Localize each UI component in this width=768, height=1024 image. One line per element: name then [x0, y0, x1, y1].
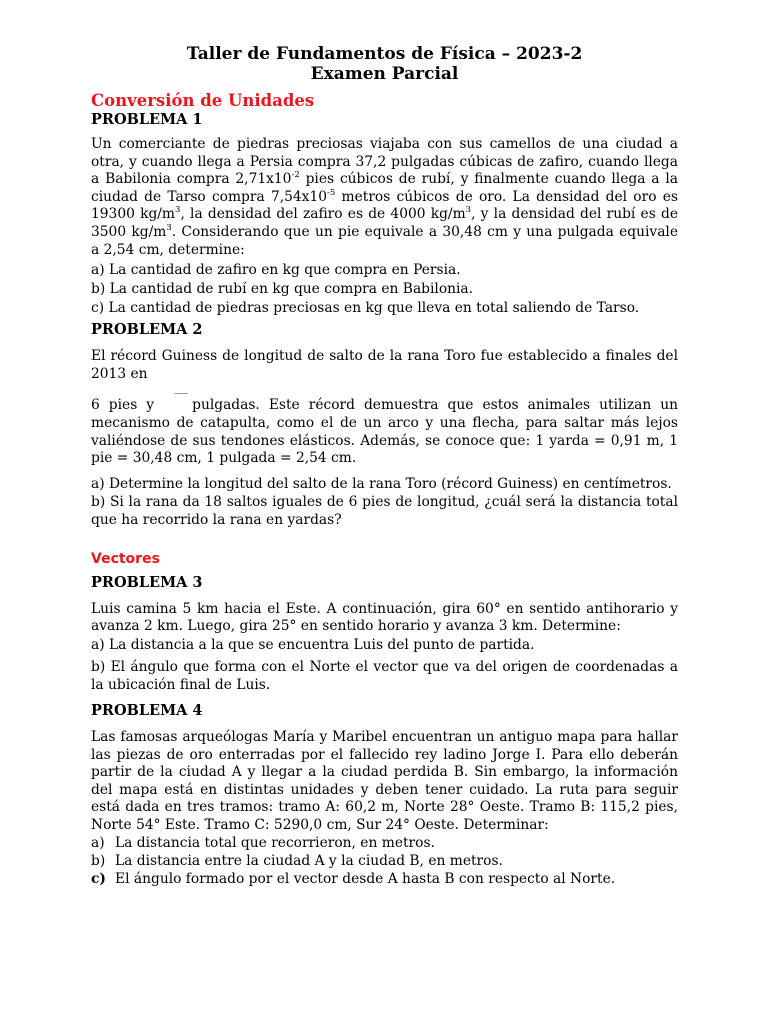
problem-2-text: 6 pies y pulgadas. Este récord demuestra que estos animales utilizan un mecanismo de catapulta, como el de un arco y una flecha, para saltar más lejos valiéndose de sus tendones elásticos. Además, se conoce que: 1 yarda = 0,91 m, 1 pie = 30,48 cm, 1 pulgada = 2,54 cm.: [91, 397, 678, 467]
problem-3-text: Luis camina 5 km hacia el Este. A continuación, gira 60° en sentido antihorario y avanza 2 km. Luego, gira 25° en sentido horario y avanza 3 km. Determine:: [91, 600, 678, 635]
problem-2-item-b: b) Si la rana da 18 saltos iguales de 6 pies de longitud, ¿cuál será la distancia total que ha recorrido la rana en yardas?: [91, 493, 678, 528]
problem-4-text: Las famosas arqueólogas María y Maribel encuentran un antiguo mapa para hallar las piezas de oro enterradas por el fallecido rey ladino Jorge I. Para ello deberán partir de la ciudad A y llegar a la ciudad perdida B. Sin embargo, la información del mapa está en distintas unidades y deben tener cuidado. La ruta para seguir está dada en tres tramos: tramo A: 60,2 m, Norte 28° Oeste. Tramo B: 115,2 pies, Norte 54° Este. Tramo C: 5290,0 cm, Sur 24° Oeste. Determinar:: [91, 728, 678, 833]
problem-1-item-a: a) La cantidad de zafiro en kg que compra en Persia.: [91, 262, 461, 279]
problem-1-item-b: b) La cantidad de rubí en kg que compra en Babilonia.: [91, 281, 474, 298]
section-title-vectors: Vectores: [91, 550, 160, 567]
problem-1-item-c: c) La cantidad de piedras preciosas en kg que lleva en total saliendo de Tarso.: [91, 300, 640, 317]
document-subtitle: Examen Parcial: [310, 64, 459, 84]
section-title-units: Conversión de Unidades: [91, 91, 315, 110]
problem-4-item-a: a) La distancia total que recorrieron, en metros.: [91, 835, 435, 852]
problem-3-item-a: a) La distancia a la que se encuentra Luis del punto de partida.: [91, 636, 535, 653]
problem-1-text: Un comerciante de piedras preciosas viajaba con sus camellos de una ciudad a otra, y cuando llega a Persia compra 37,2 pulgadas cúbicas de zafiro, cuando llega a Babilonia compra $2,71x10^{-2}$ pies cúbicos de rubí, y finalmente cuando llega a la ciudad de Tarso compra $7,54x10^{-5}$ metros cúbicos de oro. La densidad del oro es 19300 $kg/m^3$, la densidad del zafiro es de 4000 $kg/m^3$, y la densidad del rubí es de 3500 $kg/m^3$. Considerando que un pie equivale a 30,48 cm y una pulgada equivale a 2,54 cm, determine:: [91, 136, 678, 258]
problem-4-item-c: c) El ángulo formado por el vector desde A hasta B con respecto al Norte.: [91, 871, 616, 888]
problem-4-item-b: b) La distancia entre la ciudad A y la ciudad B, en metros.: [91, 853, 503, 870]
document-title: Taller de Fundamentos de Física – 2023-2: [186, 44, 583, 64]
problem-1-label: PROBLEMA 1: [91, 111, 203, 128]
problem-3-item-b: b) El ángulo que forma con el Norte el vector que va del origen de coordenadas a la ubicación final de Luis.: [91, 658, 678, 693]
missing-fraction: [154, 399, 192, 409]
problem-2-item-a: a) Determine la longitud del salto de la rana Toro (récord Guiness) en centímetros.: [91, 475, 672, 492]
problem-2-label: PROBLEMA 2: [91, 321, 203, 339]
problem-2-intro: El récord Guiness de longitud de salto de la rana Toro fue establecido a finales del 2013 en: [91, 348, 678, 382]
problem-3-label: PROBLEMA 3: [91, 573, 203, 591]
problem-4-label: PROBLEMA 4: [91, 701, 203, 719]
